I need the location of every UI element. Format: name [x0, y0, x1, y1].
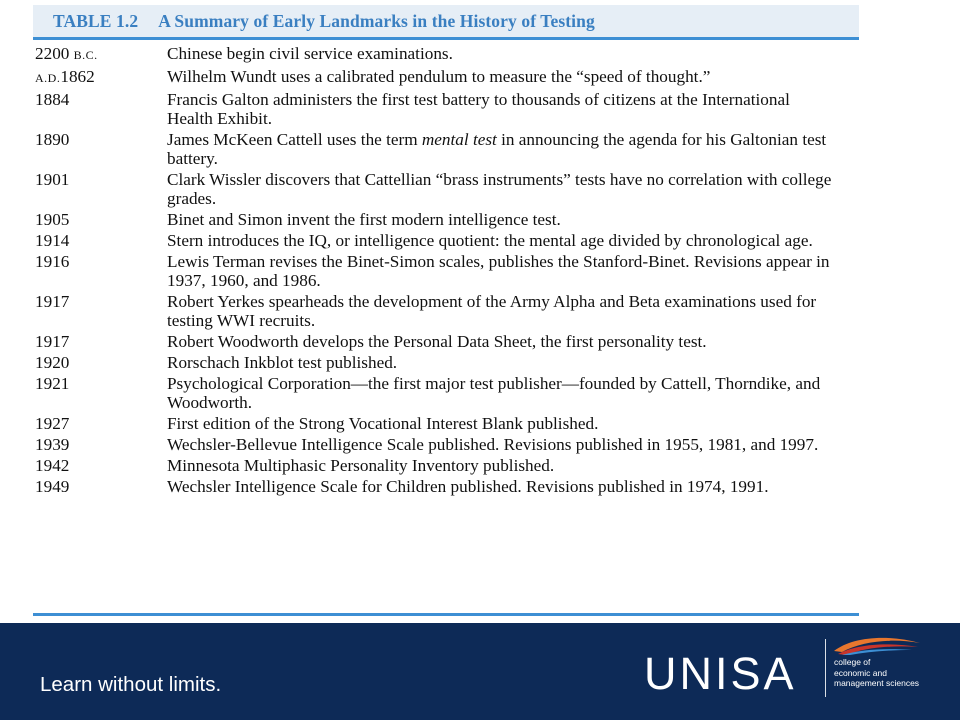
- row-event: Stern introduces the IQ, or intelligence quotient: the mental age divided by chronological age.: [167, 231, 813, 250]
- table-row: [33, 44, 859, 65]
- row-event: Chinese begin civil service examinations.: [167, 44, 453, 63]
- unisa-swoosh-logo-icon: [832, 635, 922, 655]
- table-title-bar: [33, 5, 859, 37]
- row-year: 1884: [35, 90, 70, 109]
- table-number: TABLE 1.2: [53, 10, 139, 31]
- footer-banner: [0, 623, 960, 720]
- tagline: Learn without limits.: [40, 673, 222, 696]
- table-row: [33, 435, 859, 454]
- table-row: [33, 414, 859, 433]
- table-row: [33, 67, 859, 88]
- table-row: [33, 90, 859, 128]
- row-event: Binet and Simon invent the first modern intelligence test.: [167, 210, 561, 229]
- unisa-wordmark: UNISA: [644, 648, 797, 699]
- row-year: 1921: [35, 374, 70, 393]
- table-row: [33, 456, 859, 475]
- table-row: [33, 210, 859, 229]
- italic-term: mental test: [421, 130, 497, 149]
- brand-divider: [825, 639, 826, 697]
- table-row: [33, 252, 859, 290]
- table-bottom-rule: [33, 613, 859, 616]
- table-row: [33, 170, 859, 208]
- table-row: [33, 477, 859, 496]
- row-year: 1927: [35, 414, 70, 433]
- row-event: Rorschach Inkblot test published.: [167, 353, 398, 372]
- row-event: Psychological Corporation—the first major test publisher—founded by Cattell, Thorndike, and Woodworth.: [167, 374, 821, 412]
- row-year: 1917: [35, 332, 70, 351]
- row-event: Clark Wissler discovers that Cattellian “brass instruments” tests have no correlation with college grades.: [167, 170, 832, 208]
- landmarks-table: [33, 5, 859, 498]
- row-event: Robert Yerkes spearheads the development of the Army Alpha and Beta examinations used for testing WWI recruits.: [167, 292, 817, 330]
- table-row: [33, 332, 859, 351]
- row-year: 2200 B.C.: [35, 44, 98, 63]
- row-event: Minnesota Multiphasic Personality Inventory published.: [167, 456, 555, 475]
- row-event: Robert Woodworth develops the Personal Data Sheet, the first personality test.: [167, 332, 707, 351]
- row-event: Wechsler-Bellevue Intelligence Scale published. Revisions published in 1955, 1981, and 1997.: [167, 435, 819, 454]
- row-year: 1942: [35, 456, 70, 475]
- row-event: James McKeen Cattell uses the term mental test in announcing the agenda for his Galtonian test battery.: [167, 130, 827, 168]
- table-row: [33, 231, 859, 250]
- table-row: [33, 130, 859, 168]
- row-year: 1890: [35, 130, 70, 149]
- row-year: 1916: [35, 252, 70, 271]
- table-body: [33, 40, 859, 496]
- row-event: Lewis Terman revises the Binet-Simon scales, publishes the Stanford-Binet. Revisions appear in 1937, 1960, and 1986.: [167, 252, 830, 290]
- table-row: [33, 374, 859, 412]
- table-row: [33, 353, 859, 372]
- table-row: [33, 292, 859, 330]
- table-title: A Summary of Early Landmarks in the History of Testing: [158, 10, 595, 31]
- unisa-brand: [644, 635, 934, 705]
- row-year: 1901: [35, 170, 70, 189]
- row-year: 1920: [35, 353, 70, 372]
- row-year: 1914: [35, 231, 70, 250]
- row-event: Francis Galton administers the first test battery to thousands of citizens at the International Health Exhibit.: [167, 90, 790, 128]
- row-year: 1949: [35, 477, 70, 496]
- row-year: A.D.1862: [35, 67, 95, 86]
- row-event: Wilhelm Wundt uses a calibrated pendulum to measure the “speed of thought.”: [167, 67, 711, 86]
- row-year: 1939: [35, 435, 70, 454]
- row-year: 1905: [35, 210, 70, 229]
- college-name: college of economic and management sciences: [834, 657, 920, 688]
- row-event: Wechsler Intelligence Scale for Children published. Revisions published in 1974, 1991.: [167, 477, 769, 496]
- row-event: First edition of the Strong Vocational Interest Blank published.: [167, 414, 599, 433]
- row-year: 1917: [35, 292, 70, 311]
